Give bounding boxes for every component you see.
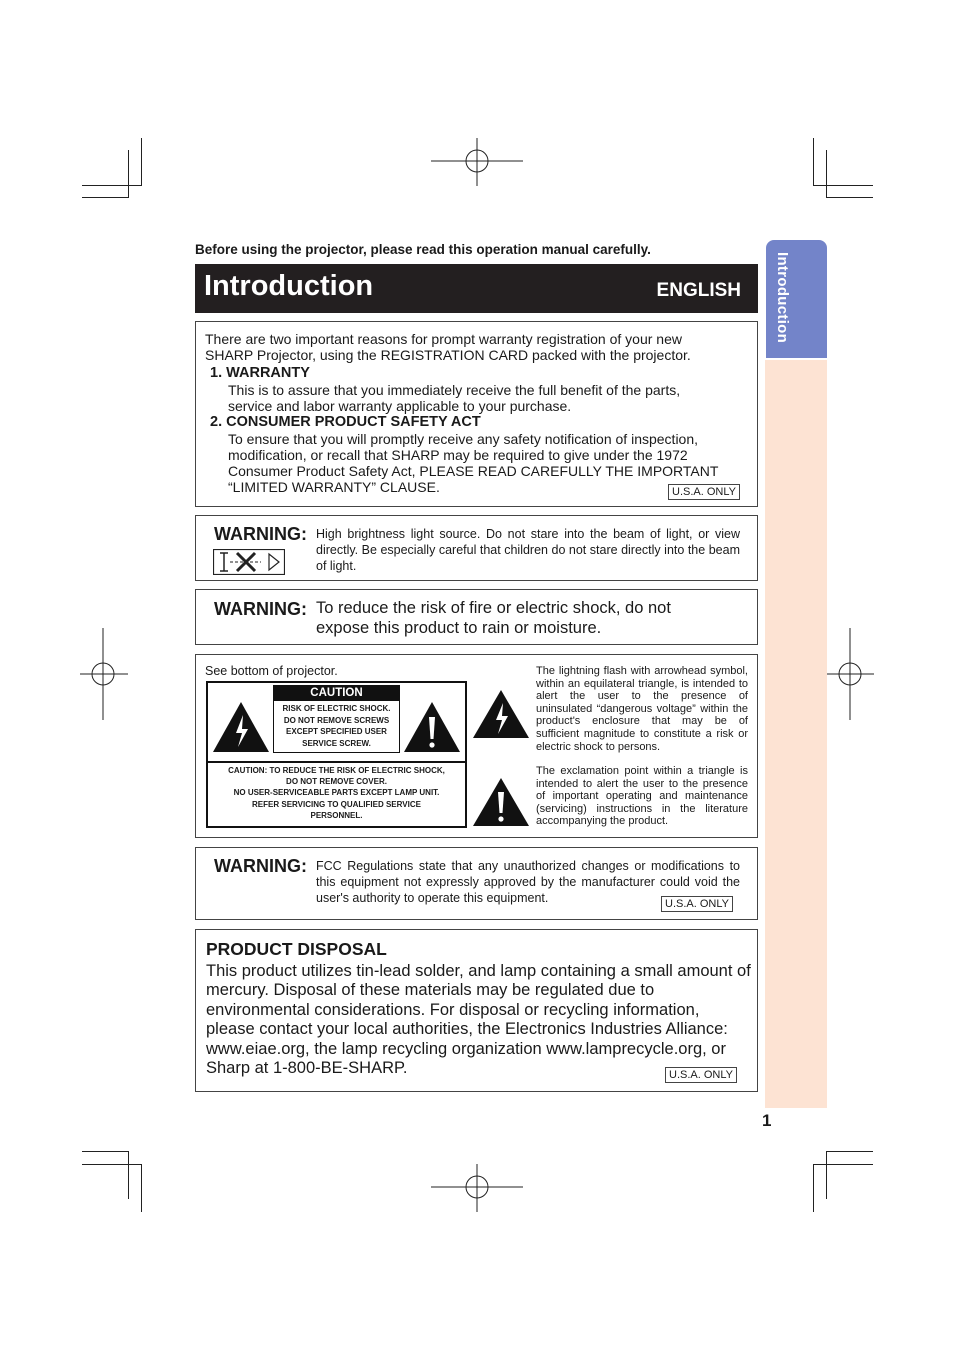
- exclamation-explanation: The exclamation point within a triangle is intended to alert the user to the presence of important operating and maintenance (servicing) instructions in the literature accompanying the product.: [536, 765, 748, 828]
- caution-bottom-text: [208, 765, 465, 821]
- caution-label: [206, 681, 467, 828]
- page-title: Introduction: [204, 270, 374, 302]
- crop-mark: [813, 1164, 814, 1212]
- warning-fire-text: To reduce the risk of fire or electric shock, do not expose this product to rain or moisture.: [316, 599, 671, 637]
- crop-mark: [82, 197, 129, 198]
- caution-bottom-line: REFER SERVICING TO QUALIFIED SERVICE: [252, 799, 421, 809]
- warning-fire-box: [195, 589, 758, 645]
- warning-label: WARNING:: [214, 524, 307, 544]
- crop-mark: [826, 150, 827, 198]
- registration-mark-icon: [431, 1164, 523, 1212]
- caution-label-line: RISK OF ELECTRIC SHOCK.: [282, 704, 391, 713]
- caution-bottom-line: PERSONNEL.: [310, 810, 363, 820]
- caution-inner-box: [273, 685, 400, 753]
- safety-act-heading: 2. CONSUMER PRODUCT SAFETY ACT: [210, 414, 481, 430]
- page-number: 1: [762, 1111, 772, 1130]
- crop-mark: [141, 1164, 142, 1212]
- crop-mark: [82, 1164, 142, 1165]
- warranty-heading: 1. WARRANTY: [210, 365, 310, 381]
- no-stare-icon: [213, 549, 285, 575]
- crop-mark: [128, 150, 129, 198]
- caution-box: [195, 654, 758, 838]
- crop-mark: [813, 185, 873, 186]
- usa-only-badge: U.S.A. ONLY: [661, 896, 733, 912]
- disposal-text: This product utilizes tin-lead solder, and lamp containing a small amount of mercury. Disposal of these materials may be regulated due to environmental considerations. For disposal or recycling information, please contact your local authorities, the Electronics Industries Alliance: www.eiae.org, the lamp recycling organization www.lamprecycle.org, or Sharp at 1-800-BE-SHARP.: [206, 962, 751, 1078]
- title-bar: [195, 264, 758, 313]
- registration-mark-icon: [80, 628, 128, 720]
- crop-mark: [826, 1151, 873, 1152]
- warning-light-text: High brightness light source. Do not stare into the beam of light, or view directly. Be especially careful that children do not stare directly into the beam of light.: [316, 527, 740, 573]
- warranty-registration-box: [195, 321, 758, 507]
- lightning-triangle-icon: [472, 689, 530, 739]
- warning-fcc-text: FCC Regulations state that any unauthorized changes or modifications to this equipment not expressly approved by the manufacturer could void the user's authority to operate this equipment.: [316, 859, 740, 905]
- registration-intro: There are two important reasons for prompt warranty registration of your new SHARP Projector, using the REGISTRATION CARD packed with the projector.: [205, 331, 691, 363]
- exclamation-triangle-icon: [403, 701, 461, 753]
- crop-mark: [813, 138, 814, 186]
- product-disposal-box: [195, 929, 758, 1092]
- warning-label: WARNING:: [214, 599, 307, 619]
- usa-only-badge: U.S.A. ONLY: [668, 484, 740, 500]
- caution-bottom-line: NO USER-SERVICEABLE PARTS EXCEPT LAMP UNIT.: [233, 788, 440, 798]
- caution-label-line: EXCEPT SPECIFIED USER: [286, 727, 387, 736]
- caution-bottom-line: DO NOT REMOVE COVER.: [286, 777, 387, 787]
- registration-mark-icon: [431, 138, 523, 186]
- usa-only-badge: U.S.A. ONLY: [665, 1067, 737, 1083]
- lightning-explanation: The lightning flash with arrowhead symbol, within an equilateral triangle, is intended to alert the user to the presence of uninsulated “dangerous voltage” within the product's enclosure that may be of sufficient magnitude to constitute a risk or electric shock to persons.: [536, 665, 748, 753]
- section-tab-label: Introduction: [774, 252, 791, 344]
- exclamation-triangle-icon: [472, 777, 530, 827]
- crop-mark: [813, 1164, 873, 1165]
- crop-mark: [826, 197, 873, 198]
- side-column: [765, 360, 827, 1108]
- disposal-heading: PRODUCT DISPOSAL: [206, 939, 387, 959]
- registration-mark-icon: [826, 628, 874, 720]
- caution-label-line: SERVICE SCREW.: [302, 738, 371, 748]
- language-label: ENGLISH: [656, 280, 741, 301]
- crop-mark: [82, 185, 142, 186]
- caution-label-line: DO NOT REMOVE SCREWS: [283, 715, 390, 725]
- crop-mark: [82, 1151, 129, 1152]
- see-bottom-note: See bottom of projector.: [205, 664, 338, 678]
- crop-mark: [826, 1151, 827, 1199]
- caution-bottom-line: CAUTION: TO REDUCE THE RISK OF ELECTRIC SHOCK,: [228, 766, 445, 775]
- crop-mark: [128, 1151, 129, 1199]
- warning-fcc-box: [195, 847, 758, 920]
- safety-act-text: To ensure that you will promptly receive any safety notification of inspection, modification, or recall that SHARP may be required to give under the 1972 Consumer Product Safety Act, PLEASE READ CAREFULLY THE IMPORTANT “LIMITED WARRANTY” CLAUSE.: [228, 431, 719, 495]
- crop-mark: [141, 138, 142, 186]
- warning-label: WARNING:: [214, 856, 307, 876]
- caution-label-title: CAUTION: [274, 686, 399, 701]
- section-tab-introduction[interactable]: [766, 240, 827, 358]
- warranty-text: This is to assure that you immediately receive the full benefit of the parts, service and labor warranty applicable to your purchase.: [228, 382, 681, 414]
- lightning-triangle-icon: [212, 701, 270, 753]
- pre-note: Before using the projector, please read this operation manual carefully.: [195, 242, 651, 257]
- warning-light-box: [195, 515, 758, 581]
